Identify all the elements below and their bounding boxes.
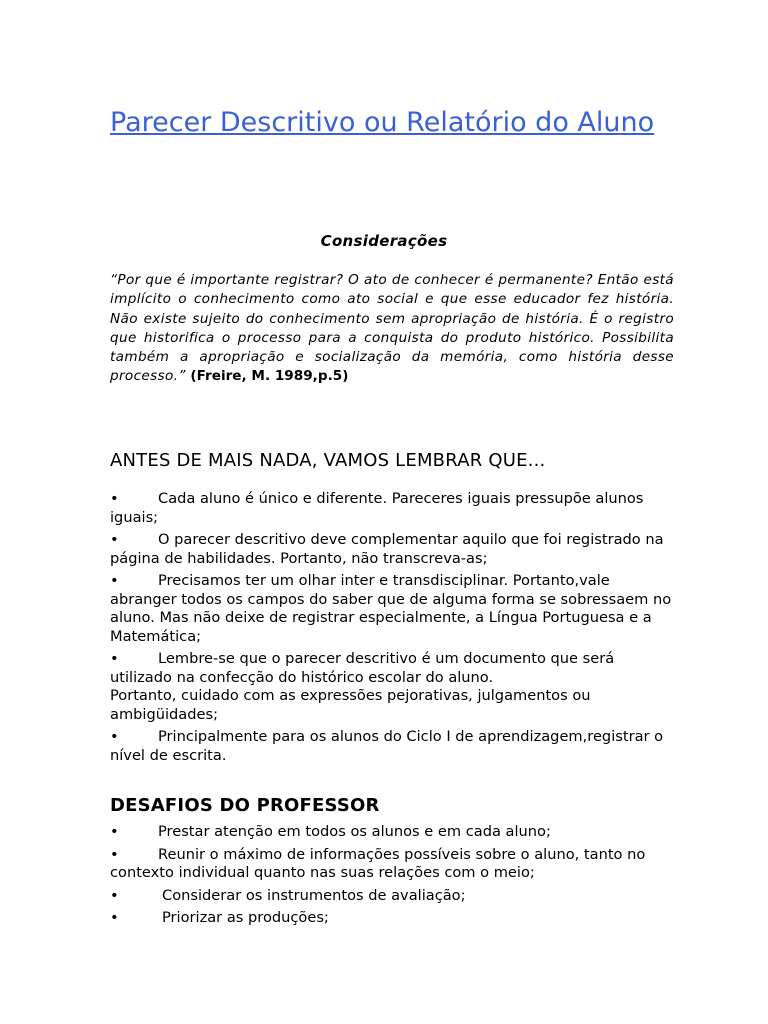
bullet-icon: • — [110, 886, 119, 904]
list-item — [110, 823, 680, 842]
bullet-icon: • — [110, 823, 119, 840]
list-item-continuation: Portanto, cuidado com as expressões pejorativas, julgamentos ou ambigüidades; — [110, 687, 591, 723]
bullet-icon: • — [110, 490, 119, 507]
list-item-text: Cada aluno é único e diferente. Pareceres iguais pressupõe alunos iguais; — [110, 490, 644, 526]
list-item-text: Considerar os instrumentos de avaliação; — [162, 886, 466, 904]
document-title[interactable]: Parecer Descritivo ou Relatório do Aluno — [110, 107, 655, 138]
list-item-text: Reunir o máximo de informações possíveis sobre o aluno, tanto no contexto individual quanto nas suas relações com o meio; — [110, 845, 646, 881]
challenges-list — [110, 823, 680, 932]
bullet-icon: • — [110, 650, 119, 667]
list-item-text: Principalmente para os alunos do Ciclo I de aprendizagem,registrar o nível de escrita. — [110, 728, 664, 764]
list-item-text: O parecer descritivo deve complementar aquilo que foi registrado na página de habilidades. Portanto, não transcreva-as; — [110, 531, 664, 567]
bullet-icon: • — [110, 845, 119, 863]
list-item — [110, 490, 680, 527]
list-item-text: Precisamos ter um olhar inter e transdisciplinar. Portanto,vale abranger todos os campos do saber que de alguma forma se sobressaem no aluno. Mas não deixe de registrar especialmente, a Língua Portuguesa e a Matemática; — [110, 572, 672, 645]
list-item — [110, 572, 680, 646]
list-item — [110, 728, 680, 765]
bullet-icon: • — [110, 909, 119, 926]
bullet-icon: • — [110, 531, 119, 548]
list-item — [110, 650, 680, 724]
list-item-text: Prestar atenção em todos os alunos e em cada aluno; — [158, 823, 551, 840]
list-item — [110, 846, 680, 883]
freire-quote — [110, 271, 674, 387]
bullet-icon: • — [110, 572, 119, 589]
quote-text: “Por que é importante registrar? O ato de conhecer é permanente? Então está implícito o conhecimento como ato social e que esse educador fez história. Não existe sujeito do conhecimento sem apropriação de história. É o registro que historifica o processo para a conquista do produto histórico. Possibilita também a apropriação e socialização da memória, como história desse processo.” — [110, 272, 674, 385]
list-item — [110, 531, 680, 568]
list-item-text: Priorizar as produções; — [162, 909, 329, 926]
section-heading-lembrar: ANTES DE MAIS NADA, VAMOS LEMBRAR QUE... — [110, 450, 546, 471]
considerations-heading: Considerações — [320, 232, 448, 250]
reminder-list — [110, 490, 680, 769]
quote-citation: (Freire, M. 1989,p.5) — [190, 368, 349, 385]
bullet-icon: • — [110, 728, 119, 745]
list-item — [110, 909, 680, 928]
list-item-text: Lembre-se que o parecer descritivo é um documento que será utilizado na confecção do histórico escolar do aluno. — [110, 650, 615, 686]
section-heading-desafios: DESAFIOS DO PROFESSOR — [110, 795, 380, 816]
list-item — [110, 887, 680, 906]
